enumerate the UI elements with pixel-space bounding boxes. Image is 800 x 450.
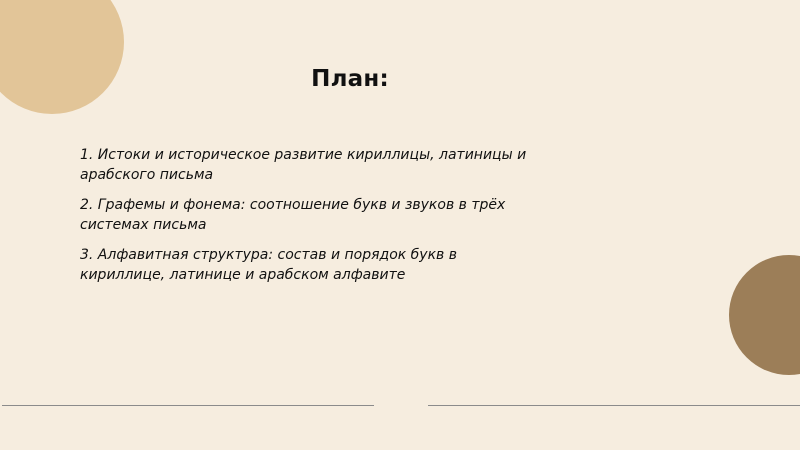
plan-item-3-line-2: кириллице, латинице и арабском алфавите xyxy=(80,267,406,283)
plan-item-1-line-2: арабского письма xyxy=(80,167,214,183)
plan-item-1 xyxy=(80,145,600,185)
plan-list xyxy=(80,145,600,295)
decorative-circle-top-left xyxy=(0,0,124,114)
plan-item-1-line-1: 1. Истоки и историческое развитие кириллицы, латиницы и xyxy=(80,147,527,163)
plan-item-2 xyxy=(80,195,600,235)
slide-title: План: xyxy=(311,66,389,92)
plan-item-3 xyxy=(80,245,600,285)
plan-item-3-line-1: 3. Алфавитная структура: состав и порядок букв в xyxy=(80,247,457,263)
plan-item-2-line-2: системах письма xyxy=(80,217,207,233)
plan-item-2-line-1: 2. Графемы и фонема: соотношение букв и звуков в трёх xyxy=(80,197,506,213)
bottom-divider-right xyxy=(428,405,800,406)
bottom-divider-left xyxy=(2,405,374,406)
decorative-circle-right xyxy=(729,255,800,375)
